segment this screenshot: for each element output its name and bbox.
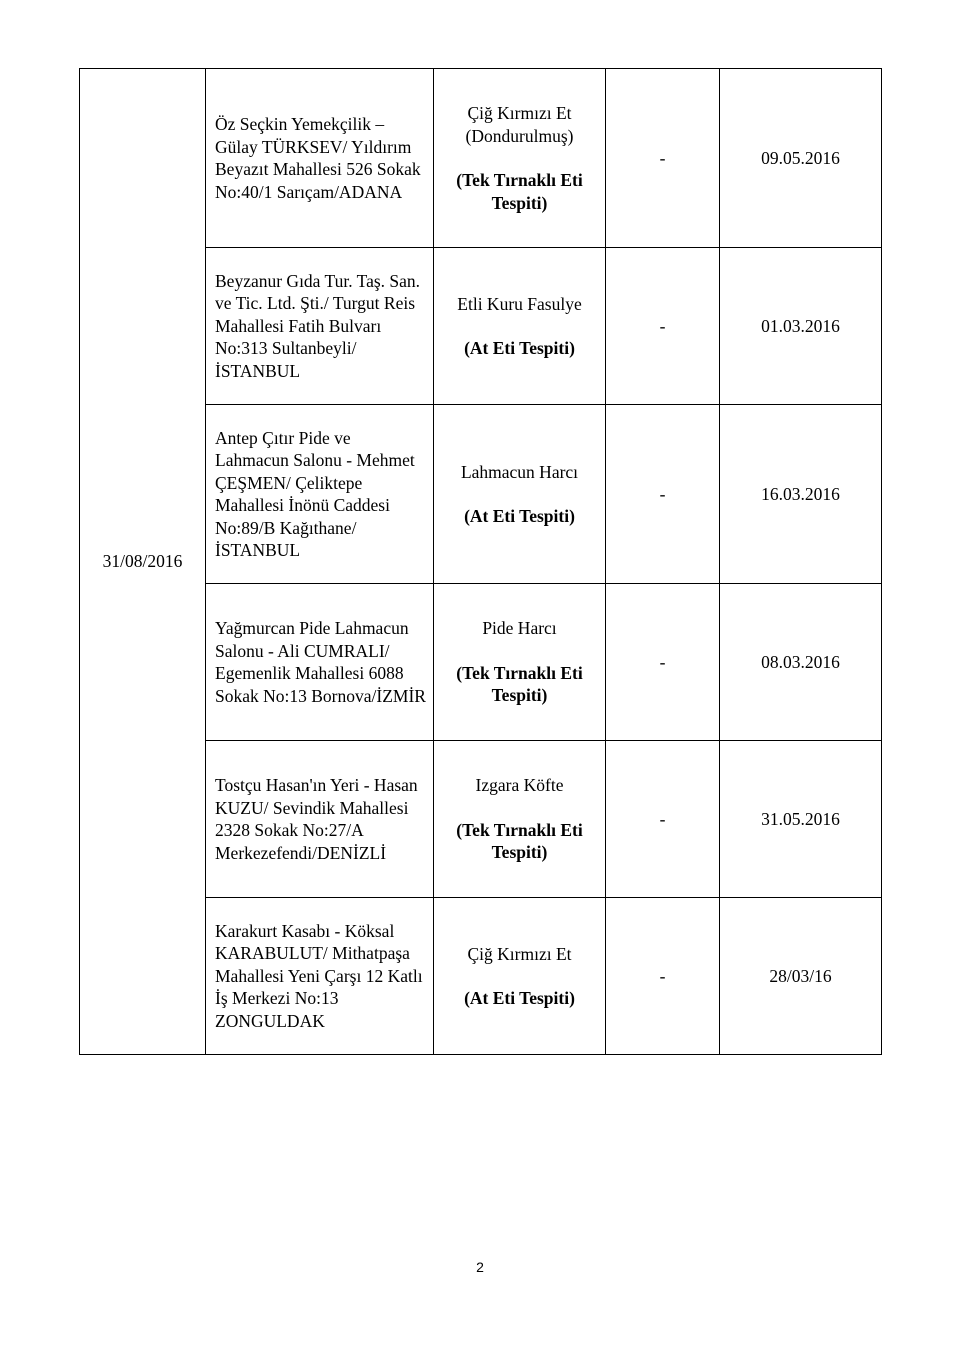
product-cell [434,405,606,584]
product-name: Izgara Köfte [475,775,564,796]
company-cell: Antep Çıtır Pide ve Lahmacun Salonu - Mehmet ÇEŞMEN/ Çeliktepe Mahallesi İnönü Caddesi No:89/B Kağıthane/İSTANBUL [206,405,434,584]
product-name: Etli Kuru Fasulye [457,293,582,314]
finding-label: (At Eti Tespiti) [464,506,575,526]
analysis-date-cell: 09.05.2016 [720,69,882,248]
code-cell: - [606,741,720,898]
company-cell: Tostçu Hasan'ın Yeri - Hasan KUZU/ Sevindik Mahallesi 2328 Sokak No:27/A Merkezefendi/DENİZLİ [206,741,434,898]
page-number: 2 [476,1259,484,1275]
analysis-date-cell: 31.05.2016 [720,741,882,898]
product-name: Çiğ Kırmızı Et (Dondurulmuş) [465,103,574,146]
code-cell: - [606,69,720,248]
finding-label: (At Eti Tespiti) [464,338,575,358]
company-cell: Yağmurcan Pide Lahmacun Salonu - Ali CUMRALI/ Egemenlik Mahallesi 6088 Sokak No:13 Bornova/İZMİR [206,584,434,741]
code-cell: - [606,248,720,405]
product-name: Lahmacun Harcı [460,461,579,482]
analysis-date-cell: 16.03.2016 [720,405,882,584]
product-cell [434,898,606,1055]
product-cell [434,69,606,248]
finding-label: (Tek Tırnaklı Eti Tespiti) [456,170,583,213]
company-cell: Beyzanur Gıda Tur. Taş. San. ve Tic. Ltd. Şti./ Turgut Reis Mahallesi Fatih Bulvarı No:313 Sultanbeyli/İSTANBUL [206,248,434,405]
product-name: Çiğ Kırmızı Et [467,943,572,964]
finding-label: (At Eti Tespiti) [464,988,575,1008]
product-cell [434,248,606,405]
product-cell [434,584,606,741]
analysis-date-cell: 08.03.2016 [720,584,882,741]
analysis-date-cell: 01.03.2016 [720,248,882,405]
code-cell: - [606,405,720,584]
finding-label: (Tek Tırnaklı Eti Tespiti) [456,662,583,706]
company-cell: Karakurt Kasabı - Köksal KARABULUT/ Mithatpaşa Mahallesi Yeni Çarşı 12 Katlı İş Merkezi No:13 ZONGULDAK [206,898,434,1055]
code-cell: - [606,898,720,1055]
announcement-date: 31/08/2016 [80,69,206,1055]
table-row [80,69,882,248]
code-cell: - [606,584,720,741]
product-name: Pide Harcı [482,618,557,639]
results-table [79,68,882,1055]
company-cell: Öz Seçkin Yemekçilik – Gülay TÜRKSEV/ Yıldırım Beyazıt Mahallesi 526 Sokak No:40/1 Sarıçam/ADANA [206,69,434,248]
analysis-date-cell: 28/03/16 [720,898,882,1055]
product-cell [434,741,606,898]
finding-label: (Tek Tırnaklı Eti Tespiti) [456,819,583,863]
